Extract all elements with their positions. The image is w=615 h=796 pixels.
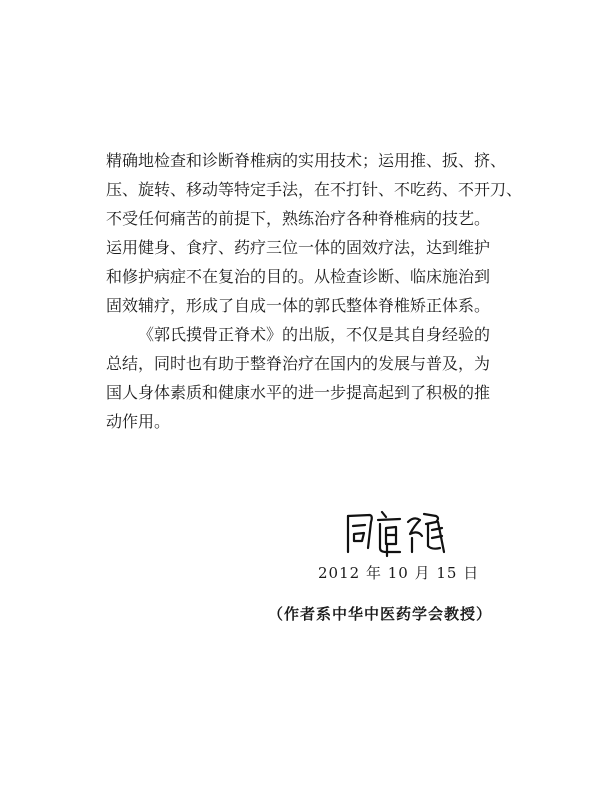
paragraph-line: 压、旋转、移动等特定手法，在不打针、不吃药、不开刀、 [106,180,523,199]
paragraph-line: 运用健身、食疗、药疗三位一体的固效疗法，达到维护 [106,238,491,257]
paragraph-line: 动作用。 [106,412,171,431]
paragraph-line: 不受任何痛苦的前提下，熟练治疗各种脊椎病的技艺。 [106,209,491,228]
body-text [106,146,523,436]
paragraph-line: 总结，同时也有助于整脊治疗在国内的发展与普及，为 [106,354,491,373]
paragraph-line: 《郭氏摸骨正脊术》的出版，不仅是其自身经验的 [138,325,491,344]
paragraph-line: 固效辅疗，形成了自成一体的郭氏整体脊椎矫正体系。 [106,296,491,315]
paragraph-line: 国人身体素质和健康水平的进一步提高起到了积极的推 [106,383,491,402]
paragraph-line: 和修护病症不在复治的目的。从检查诊断、临床施治到 [106,267,491,286]
signature-date: 2012 年 10 月 15 日 [318,564,480,582]
paragraph-line: 精确地检查和诊断脊椎病的实用技术；运用推、扳、挤、 [106,151,507,170]
handwritten-signature [340,508,450,558]
author-note: （作者系中华中医药学会教授） [268,605,493,623]
